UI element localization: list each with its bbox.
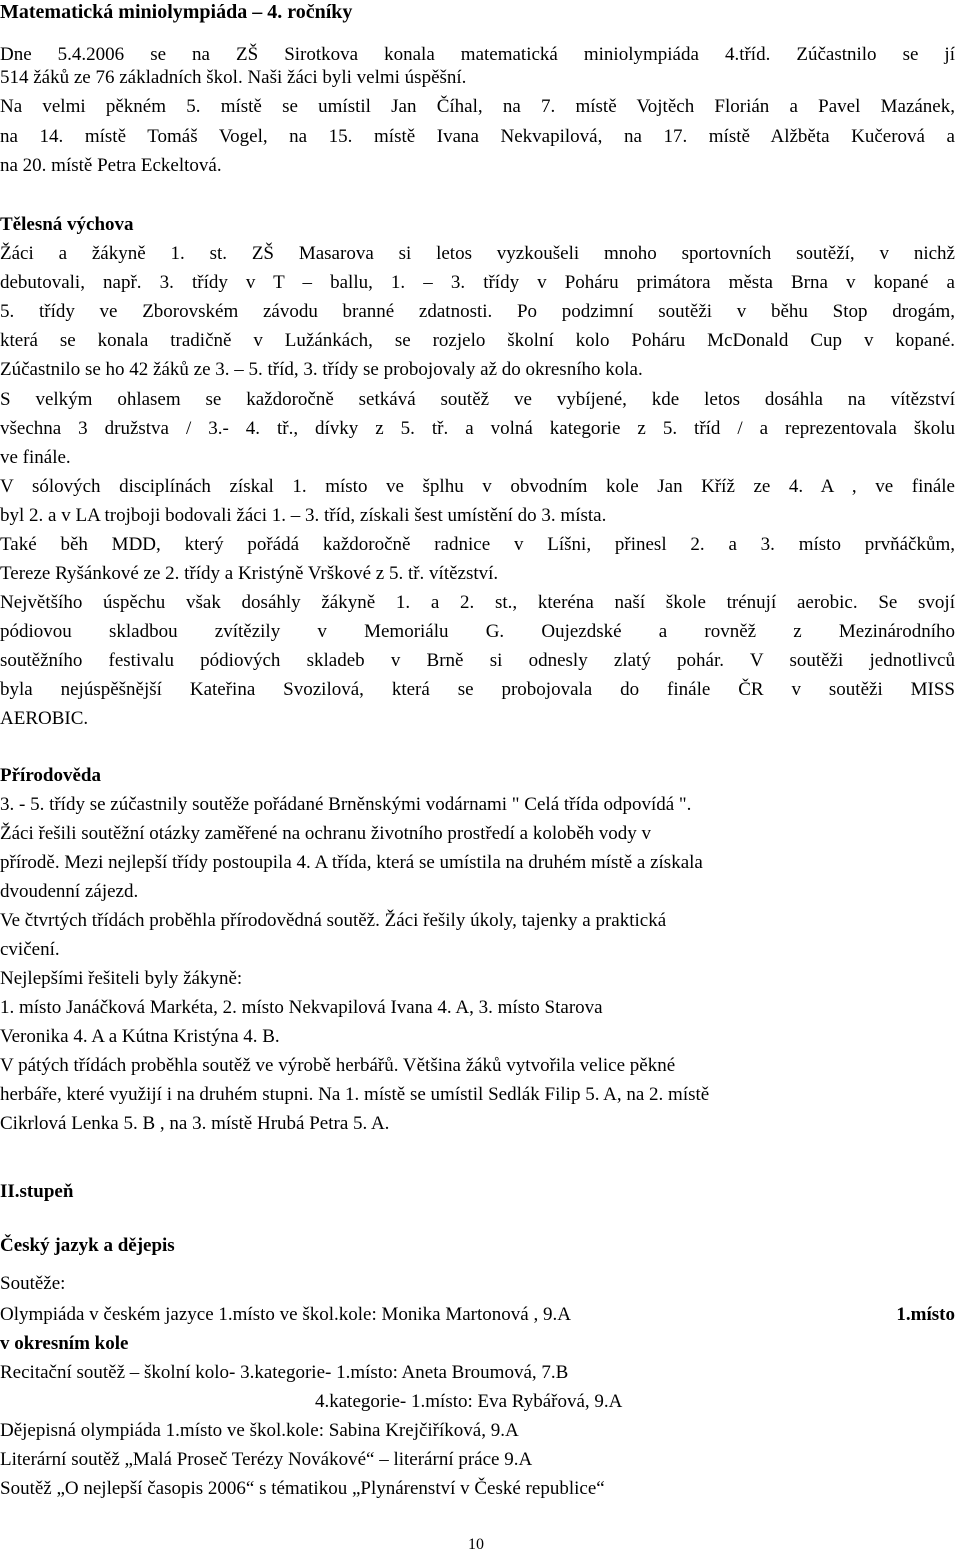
stage2-heading: II.stupeň — [0, 1181, 74, 1202]
paragraph-line: 3. - 5. třídy se zúčastnily soutěže pořádané Brněnskými vodárnami " Celá třída odpovídá ". — [0, 794, 692, 815]
pe-heading: Tělesná výchova — [0, 214, 134, 235]
paragraph-line: Ve čtvrtých třídách proběhla přírodovědná soutěž. Žáci řešily úkoly, tajenky a praktická — [0, 910, 667, 931]
paragraph-line: Na velmi pěkném 5. místě se umístil Jan Číhal, na 7. místě Vojtěch Florián a Pavel Mazánek, — [0, 96, 955, 117]
paragraph-line: Největšího úspěchu však dosáhly žákyně 1. a 2. st., kteréna naší škole trénují aerobic. Se svojí — [0, 592, 955, 613]
paragraph-line: 514 žáků ze 76 základních škol. Naši žáci byli velmi úspěšní. — [0, 67, 467, 88]
paragraph-line: 5. třídy ve Zborovském závodu branné zdatnosti. Po podzimní soutěži v běhu Stop drogám, — [0, 301, 955, 322]
paragraph-line: která se konala tradičně v Lužánkách, se rozjelo školní kolo Poháru McDonald Cup v kopané. — [0, 330, 955, 351]
paragraph-line: herbáře, které využijí i na druhém stupni. Na 1. místě se umístil Sedlák Filip 5. A, na 2. místě — [0, 1084, 710, 1105]
science-heading: Přírodověda — [0, 765, 101, 786]
paragraph-line: byl 2. a v LA trojboji bodovali žáci 1. – 3. tříd, získali šest umístění do 3. místa. — [0, 505, 607, 526]
olympiad-heading: Matematická miniolympiáda – 4. ročníky — [0, 1, 353, 23]
olympiad-bold-tail: 1.místo — [896, 1304, 955, 1325]
paragraph-line: Žáci řešili soutěžní otázky zaměřené na ochranu životního prostředí a koloběh vody v — [0, 823, 652, 844]
paragraph-line: Nejlepšími řešiteli byly žákyně: — [0, 968, 243, 989]
paragraph-line: debutovali, např. 3. třídy v T – ballu, 1. – 3. třídy v Poháru primátora města Brna v kopané a — [0, 272, 955, 293]
paragraph-line: Recitační soutěž – školní kolo- 3.kategorie- 1.místo: Aneta Broumová, 7.B — [0, 1362, 569, 1383]
paragraph-line: Dějepisná olympiáda 1.místo ve škol.kole: Sabina Krejčiříková, 9.A — [0, 1420, 519, 1441]
paragraph-line: pódiovou skladbou zvítězily v Memoriálu G. Oujezdské a rovněž z Mezinárodního — [0, 621, 955, 642]
paragraph-line: 4.kategorie- 1.místo: Eva Rybářová, 9.A — [315, 1391, 623, 1412]
paragraph-line: na 14. místě Tomáš Vogel, na 15. místě Ivana Nekvapilová, na 17. místě Alžběta Kučerová a — [0, 126, 955, 147]
paragraph-line: 1. místo Janáčková Markéta, 2. místo Nekvapilová Ivana 4. A, 3. místo Starova — [0, 997, 603, 1018]
paragraph-line: Dne 5.4.2006 se na ZŠ Sirotkova konala matematická miniolympiáda 4.tříd. Zúčastnilo se jí — [0, 44, 955, 65]
paragraph-line: S velkým ohlasem se každoročně setkává soutěž ve vybíjené, kde letos dosáhla na vítězství — [0, 389, 955, 410]
paragraph-line: Cikrlová Lenka 5. B , na 3. místě Hrubá Petra 5. A. — [0, 1113, 390, 1134]
paragraph-line: na 20. místě Petra Eckeltová. — [0, 155, 222, 176]
page-number: 10 — [468, 1536, 484, 1553]
paragraph-line: cvičení. — [0, 939, 60, 960]
czech-subheading: Soutěže: — [0, 1273, 66, 1294]
olympiad-line — [0, 1303, 955, 1327]
paragraph-line: Tereze Ryšánkové ze 2. třídy a Kristýně Vrškové z 5. tř. vítězství. — [0, 563, 499, 584]
paragraph-line: ve finále. — [0, 447, 71, 468]
paragraph-line: V pátých třídách proběhla soutěž ve výrobě herbářů. Většina žáků vytvořila velice pěkné — [0, 1055, 676, 1076]
paragraph-line: AEROBIC. — [0, 708, 89, 729]
paragraph-line: Zúčastnilo se ho 42 žáků ze 3. – 5. tříd, 3. třídy se probojovaly až do okresního kola. — [0, 359, 643, 380]
paragraph-line: přírodě. Mezi nejlepší třídy postoupila 4. A třída, která se umístila na druhém místě a získala — [0, 852, 703, 873]
paragraph-line: Veronika 4. A a Kútna Kristýna 4. B. — [0, 1026, 280, 1047]
olympiad-text: Olympiáda v českém jazyce 1.místo ve škol.kole: Monika Martonová , 9.A — [0, 1304, 571, 1325]
paragraph-line: Žáci a žákyně 1. st. ZŠ Masarova si letos vyzkoušeli mnoho sportovních soutěží, v nichž — [0, 243, 955, 264]
olympiad-bold-line: v okresním kole — [0, 1333, 129, 1354]
paragraph-line: dvoudenní zájezd. — [0, 881, 139, 902]
paragraph-line: byla nejúspěšnější Kateřina Svozilová, která se probojovala do finále ČR v soutěži MISS — [0, 679, 955, 700]
paragraph-line: soutěžního festivalu pódiových skladeb v Brně si odnesly zlatý pohár. V soutěži jednotlivců — [0, 650, 955, 671]
paragraph-line: všechna 3 družstva / 3.- 4. tř., dívky z 5. tř. a volná kategorie z 5. tříd / a reprezentovala školu — [0, 418, 955, 439]
paragraph-line: V sólových disciplínách získal 1. místo ve šplhu v obvodním kole Jan Kříž ze 4. A , ve finále — [0, 476, 955, 497]
paragraph-line: Také běh MDD, který pořádá každoročně radnice v Líšni, přinesl 2. a 3. místo prvňáčkům, — [0, 534, 955, 555]
paragraph-line: Literární soutěž „Malá Proseč Terézy Novákové“ – literární práce 9.A — [0, 1449, 533, 1470]
czech-heading: Český jazyk a dějepis — [0, 1235, 175, 1256]
paragraph-line: Soutěž „O nejlepší časopis 2006“ s tématikou „Plynárenství v České republice“ — [0, 1478, 605, 1499]
